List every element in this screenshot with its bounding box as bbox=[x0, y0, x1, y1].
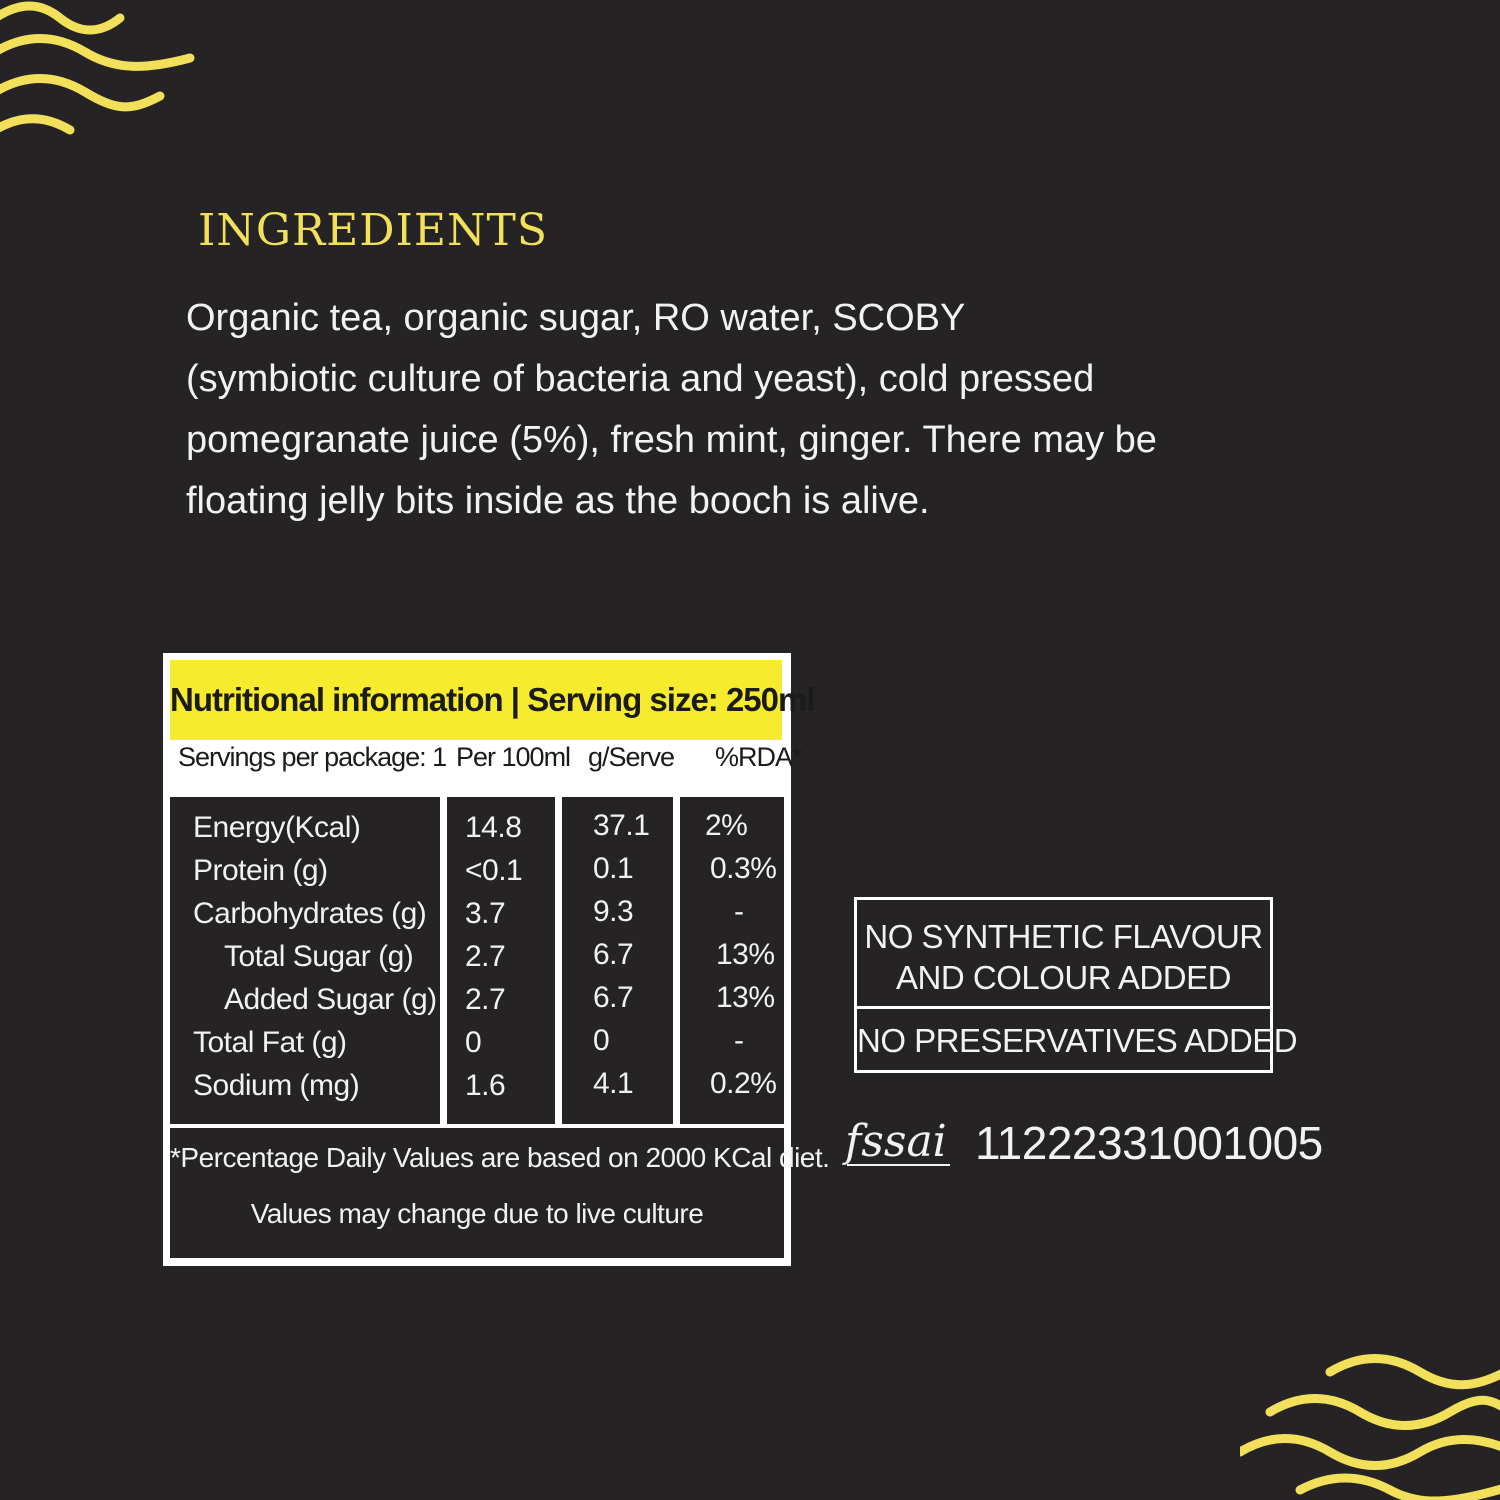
wave-decoration-bottom-right bbox=[1240, 1350, 1500, 1500]
rda-value: 2% bbox=[705, 809, 748, 842]
per-serve-value: 9.3 bbox=[593, 895, 634, 928]
servings-per-package: Servings per package: 1 bbox=[178, 742, 447, 772]
claim-line: AND COLOUR ADDED bbox=[896, 959, 1231, 996]
fssai-logo-text: fssai bbox=[845, 1116, 947, 1167]
claim-no-preservatives: NO PRESERVATIVES ADDED bbox=[857, 1022, 1298, 1059]
per100-value: 14.8 bbox=[465, 811, 522, 844]
per100-value: 1.6 bbox=[465, 1069, 506, 1102]
rda-value: 13% bbox=[716, 981, 775, 1014]
footnote-live-culture: Values may change due to live culture bbox=[250, 1198, 704, 1229]
fssai-logo bbox=[845, 1112, 955, 1172]
fssai-underline-icon bbox=[845, 1162, 955, 1168]
per100-value: <0.1 bbox=[465, 854, 523, 887]
per-serve-value: 0 bbox=[593, 1024, 610, 1057]
nutrient-name: Total Sugar (g) bbox=[224, 940, 414, 973]
per-serve-value: 6.7 bbox=[593, 981, 634, 1014]
nutrient-name: Protein (g) bbox=[193, 854, 328, 887]
per-serve-value: 6.7 bbox=[593, 938, 634, 971]
claim-line: NO SYNTHETIC FLAVOUR bbox=[864, 918, 1263, 955]
ingredients-line: pomegranate juice (5%), fresh mint, ginger. There may be bbox=[186, 419, 1157, 461]
ingredients-text bbox=[186, 288, 1246, 532]
per100-value: 2.7 bbox=[465, 983, 506, 1016]
nutrient-name: Total Fat (g) bbox=[193, 1026, 347, 1059]
rda-value: - bbox=[734, 1024, 744, 1057]
nutrient-name: Energy(Kcal) bbox=[193, 811, 361, 844]
rda-value: 0.3% bbox=[710, 852, 777, 885]
nutrition-footnote bbox=[170, 1128, 830, 1258]
col-header-per100: Per 100ml bbox=[456, 742, 571, 772]
per-serve-value: 4.1 bbox=[593, 1067, 634, 1100]
wave-decoration-top-left bbox=[0, 0, 200, 150]
claims-box bbox=[854, 897, 1298, 1073]
nutrient-name: Sodium (mg) bbox=[193, 1069, 360, 1102]
col-header-per-serve: g/Serve bbox=[588, 742, 675, 772]
ingredients-line: (symbiotic culture of bacteria and yeast), cold pressed bbox=[186, 358, 1095, 400]
ingredients-line: Organic tea, organic sugar, RO water, SCOBY bbox=[186, 297, 966, 339]
rda-value: 13% bbox=[716, 938, 775, 971]
nutrient-name: Carbohydrates (g) bbox=[193, 897, 427, 930]
nutrient-name: Added Sugar (g) bbox=[224, 983, 437, 1016]
ingredients-line: floating jelly bits inside as the booch is alive. bbox=[186, 480, 930, 522]
nutrition-title: Nutritional information | Serving size: 250ml bbox=[170, 660, 782, 740]
claim-no-synthetic bbox=[857, 900, 1270, 1009]
rda-value: 0.2% bbox=[710, 1067, 777, 1100]
per100-value: 2.7 bbox=[465, 940, 506, 973]
per100-value: 3.7 bbox=[465, 897, 506, 930]
col-header-rda: %RDA* bbox=[715, 742, 802, 772]
per100-value: 0 bbox=[465, 1026, 482, 1059]
per-serve-value: 37.1 bbox=[593, 809, 650, 842]
ingredients-title: INGREDIENTS bbox=[198, 205, 549, 256]
footnote-rda: *Percentage Daily Values are based on 2000 KCal diet. bbox=[170, 1142, 830, 1173]
rda-value: - bbox=[734, 895, 744, 928]
fssai-license-number: 11222331001005 bbox=[975, 1117, 1323, 1169]
per-serve-value: 0.1 bbox=[593, 852, 634, 885]
